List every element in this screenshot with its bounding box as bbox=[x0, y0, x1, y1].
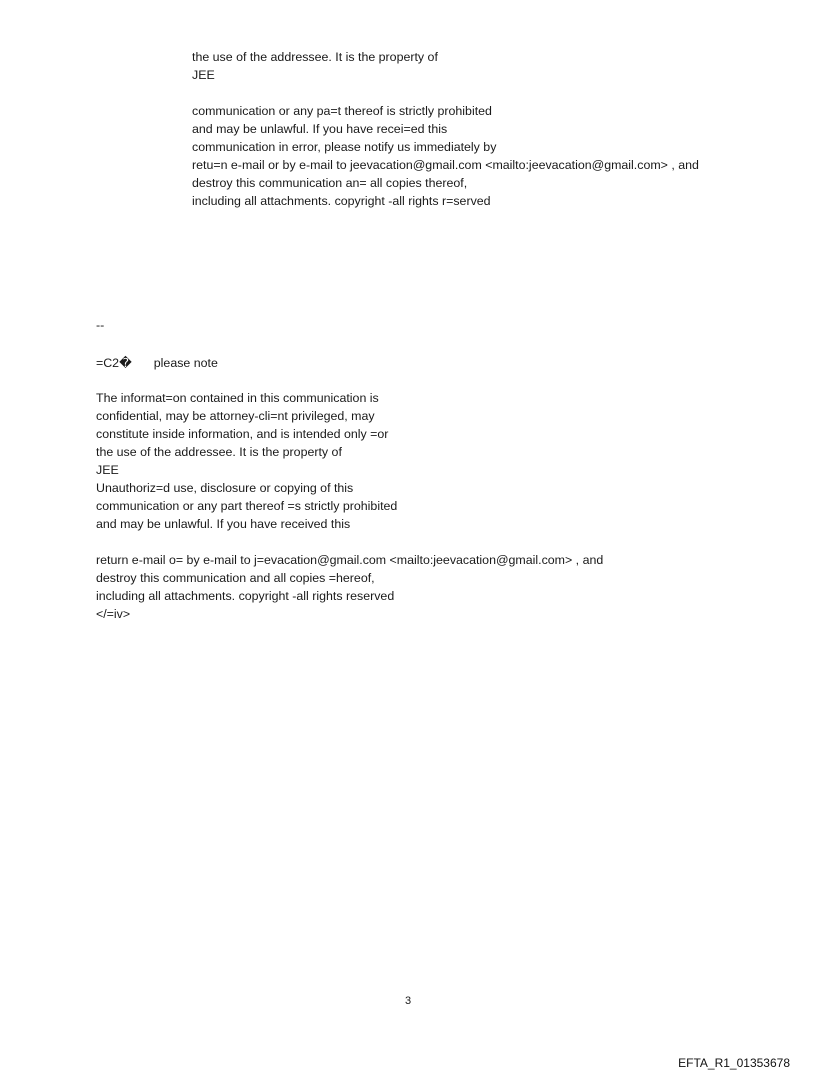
bates-number: EFTA_R1_01353678 bbox=[678, 1056, 790, 1070]
text-line: communication or any pa=t thereof is strictly prohibited bbox=[192, 104, 492, 118]
text-line: confidential, may be attorney-cli=nt privileged, may bbox=[96, 409, 375, 423]
disclaimer-fragment-top bbox=[192, 48, 438, 84]
text-line: JEE bbox=[192, 68, 215, 82]
please-note-label: please note bbox=[153, 356, 218, 370]
text-line: the use of the addressee. It is the property of bbox=[96, 445, 342, 459]
text-line: including all attachments. copyright -all rights r=served bbox=[192, 194, 491, 208]
confidentiality-notice-end bbox=[96, 551, 603, 623]
text-line: including all attachments. copyright -all rights reserved bbox=[96, 589, 395, 603]
text-line: and may be unlawful. If you have recei=ed this bbox=[192, 122, 448, 136]
page-number: 3 bbox=[404, 995, 412, 1007]
text-line: destroy this communication and all copies =hereof, bbox=[96, 571, 375, 585]
confidentiality-notice bbox=[96, 389, 397, 533]
text-line: destroy this communication an= all copies thereof, bbox=[192, 176, 468, 190]
text-line: return e-mail o= by e-mail to j=evacation@gmail.com <mailto:jeevacation@gmail.com> , and bbox=[96, 553, 604, 567]
text-line: Unauthoriz=d use, disclosure or copying of this bbox=[96, 481, 354, 495]
text-line: The informat=on contained in this communication is bbox=[96, 391, 379, 405]
disclaimer-fragment-continued bbox=[192, 102, 699, 210]
text-line: JEE bbox=[96, 463, 119, 477]
text-line: retu=n e-mail or by e-mail to jeevacation@gmail.com <mailto:jeevacation@gmail.com> , and bbox=[192, 158, 699, 172]
encoded-prefix: =C2� bbox=[96, 356, 132, 370]
text-line: </=iv> bbox=[96, 607, 131, 621]
text-line: the use of the addressee. It is the property of bbox=[192, 50, 438, 64]
text-line: communication or any part thereof =s strictly prohibited bbox=[96, 499, 398, 513]
text-line: and may be unlawful. If you have received this bbox=[96, 517, 351, 531]
text-line: constitute inside information, and is intended only =or bbox=[96, 427, 389, 441]
text-line: communication in error, please notify us immediately by bbox=[192, 140, 497, 154]
signature-separator: -- bbox=[96, 318, 105, 332]
please-note-heading bbox=[96, 354, 218, 372]
